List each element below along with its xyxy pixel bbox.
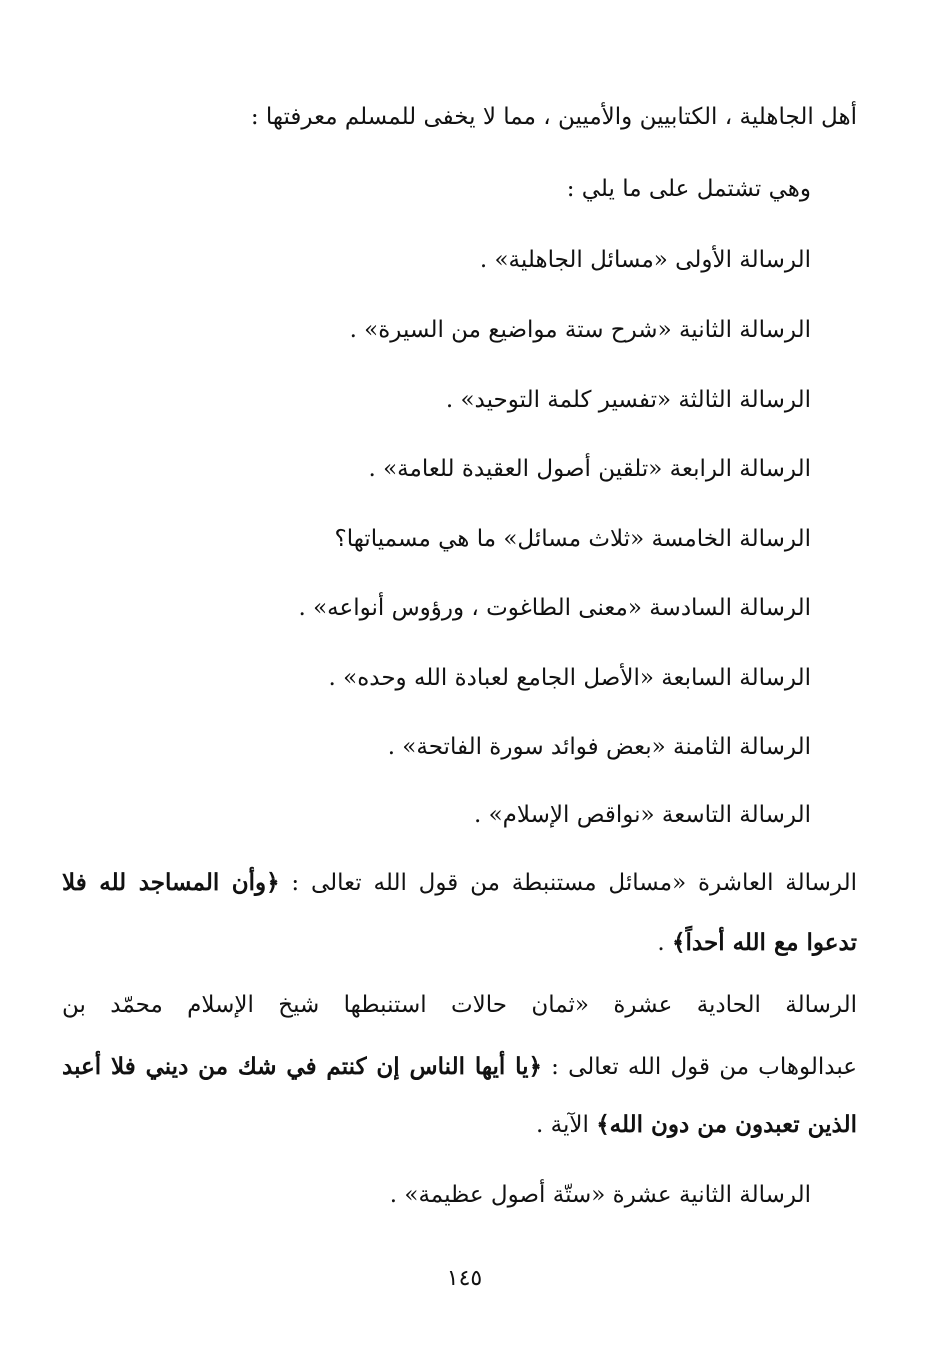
list-item: الرسالة الثامنة «بعض فوائد سورة الفاتحة» .	[387, 734, 811, 760]
item-11-end: الآية .	[536, 1112, 597, 1138]
item-11-line-1: الرسالة الحادية عشرة «ثمان حالات استنبطها شيخ الإسلام محمّد بن	[62, 992, 857, 1018]
list-item: الرسالة السابعة «الأصل الجامع لعبادة الله وحده» .	[328, 665, 811, 691]
quran-verse: الذين تعبدون من دون الله﴾	[596, 1111, 857, 1138]
list-item: الرسالة الرابعة «تلقين أصول العقيدة للعامة» .	[368, 456, 811, 482]
list-item: الرسالة الثانية «شرح ستة مواضيع من السيرة» .	[349, 317, 811, 343]
list-item: الرسالة التاسعة «نواقص الإسلام» .	[473, 802, 811, 828]
item-11-line-3	[536, 1108, 857, 1142]
item-11-line-2	[62, 1050, 857, 1084]
list-item: الرسالة الخامسة «ثلاث مسائل» ما هي مسمياتها؟	[334, 526, 811, 552]
item-10-end: .	[657, 930, 673, 956]
item-10-text: الرسالة العاشرة «مسائل مستنبطة من قول الله تعالى :	[279, 870, 857, 896]
intro-line-2: وهي تشتمل على ما يلي :	[566, 176, 811, 202]
list-item: الرسالة السادسة «معنى الطاغوت ، ورؤوس أنواعه» .	[298, 595, 811, 621]
item-11-text: عبدالوهاب من قول الله تعالى :	[542, 1054, 857, 1080]
quran-verse: ﴿يا أيها الناس إن كنتم في شك من ديني فلا أعبد	[62, 1053, 542, 1080]
quran-verse: ﴿وأن المساجد لله فلا	[62, 869, 280, 896]
item-10-line-2	[657, 926, 857, 960]
list-item: الرسالة الثالثة «تفسير كلمة التوحيد» .	[445, 387, 811, 413]
page-number: ١٤٥	[446, 1266, 483, 1291]
item-10-line-1	[62, 866, 857, 900]
quran-verse: تدعوا مع الله أحداً﴾	[672, 929, 857, 956]
list-item: الرسالة الأولى «مسائل الجاهلية» .	[479, 247, 811, 273]
intro-line-1: أهل الجاهلية ، الكتابيين والأميين ، مما لا يخفى للمسلم معرفتها :	[250, 104, 857, 130]
list-item: الرسالة الثانية عشرة «ستّة أصول عظيمة» .	[389, 1182, 811, 1208]
